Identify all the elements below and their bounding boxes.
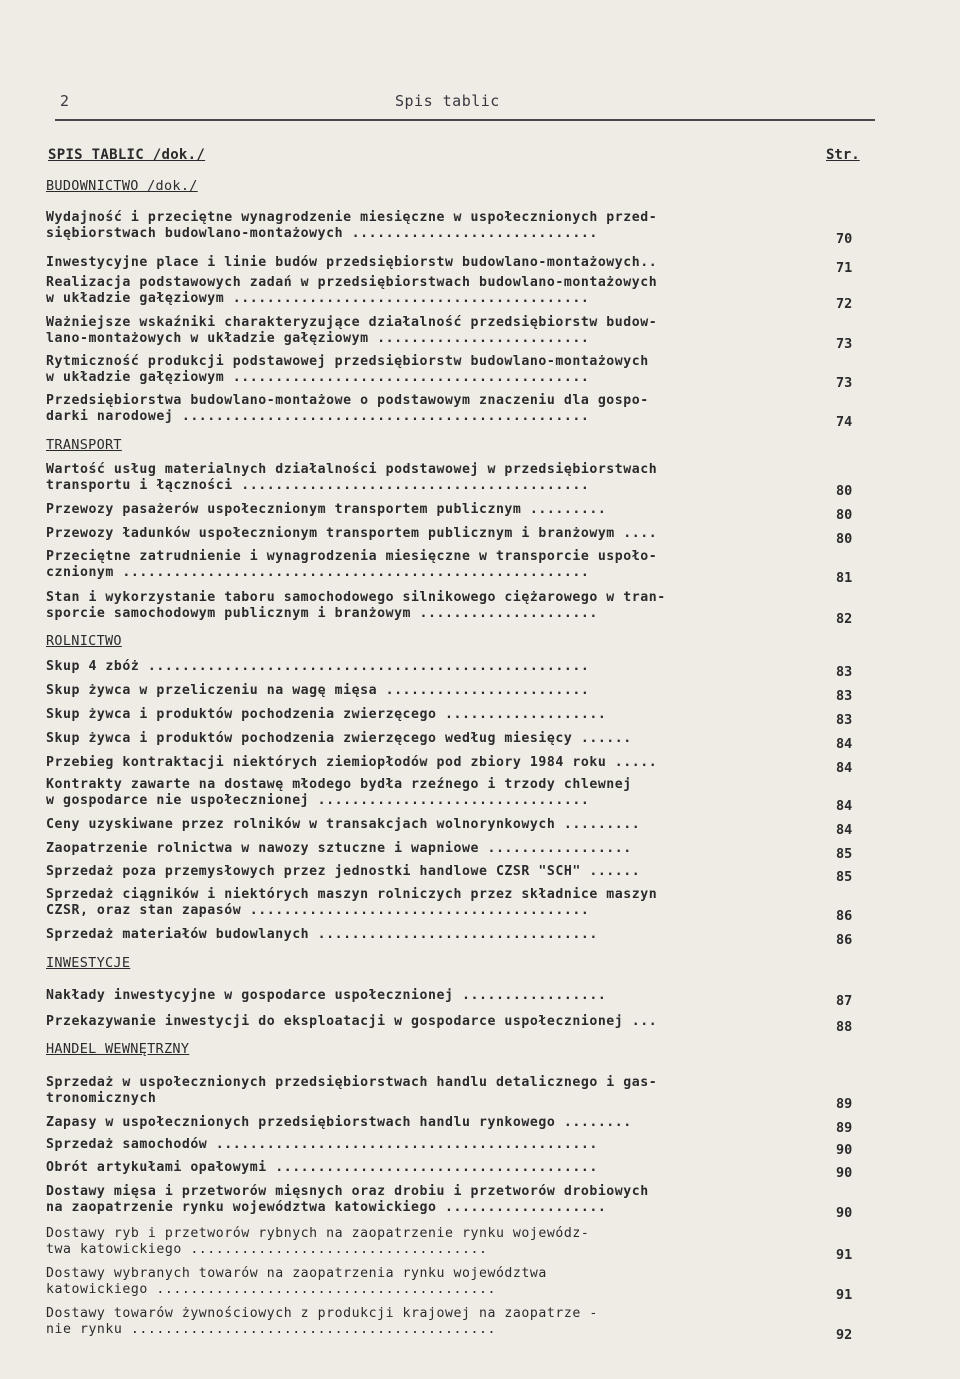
toc-page-number: 90 [836, 1205, 853, 1221]
section-title: TRANSPORT [46, 437, 122, 453]
toc-page-number: 89 [836, 1120, 853, 1136]
toc-page-number: 89 [836, 1096, 853, 1112]
toc-entry: Skup żywca w przeliczeniu na wagę mięsa ........................ [46, 683, 590, 698]
toc-page-number: 70 [836, 231, 853, 247]
toc-entry: Przedsiębiorstwa budowlano-montażowe o podstawowym znaczeniu dla gospo- darki narodowej ................................................ [46, 393, 649, 424]
toc-page-number: 91 [836, 1247, 853, 1263]
toc-entry: Dostawy towarów żywnościowych z produkcji krajowej na zaopatrze - nie rynku ........................................... [46, 1306, 598, 1337]
toc-page-number: 91 [836, 1287, 853, 1303]
toc-page-number: 84 [836, 798, 853, 814]
toc-page-number: 84 [836, 822, 853, 838]
toc-entry: Inwestycyjne place i linie budów przedsiębiorstw budowlano-montażowych.. [46, 255, 658, 270]
toc-entry: Przekazywanie inwestycji do eksploatacji w gospodarce uspołecznionej ... [46, 1014, 658, 1029]
toc-entry: Realizacja podstawowych zadań w przedsiębiorstwach budowlano-montażowych w układzie gałęziowym .......................................... [46, 275, 658, 306]
toc-page-number: 92 [836, 1327, 853, 1343]
toc-page-number: 85 [836, 869, 853, 885]
toc-page-number: 73 [836, 336, 853, 352]
toc-page-number: 80 [836, 531, 853, 547]
toc-entry: Sprzedaż ciągników i niektórych maszyn rolniczych przez składnice maszyn CZSR, oraz stan zapasów ........................................ [46, 887, 658, 918]
section-title: BUDOWNICTWO /dok./ [46, 178, 198, 194]
toc-page-number: 86 [836, 908, 853, 924]
section-title: ROLNICTWO [46, 633, 122, 649]
toc-page-number: 83 [836, 664, 853, 680]
toc-entry: Skup 4 zbóż .................................................... [46, 659, 590, 674]
page-number: 2 [60, 92, 70, 110]
toc-entry: Sprzedaż w uspołecznionych przedsiębiorstwach handlu detalicznego i gas- tronomicznych [46, 1075, 658, 1106]
toc-entry: Przebieg kontraktacji niektórych ziemiopłodów pod zbiory 1984 roku ..... [46, 755, 658, 770]
toc-entry: Skup żywca i produktów pochodzenia zwierzęcego ................... [46, 707, 607, 722]
toc-page-number: 80 [836, 507, 853, 523]
toc-page-number: 90 [836, 1165, 853, 1181]
toc-entry: Skup żywca i produktów pochodzenia zwierzęcego według miesięcy ...... [46, 731, 632, 746]
toc-entry: Dostawy wybranych towarów na zaopatrzenia rynku województwa katowickiego ........................................ [46, 1266, 547, 1297]
toc-entry: Ceny uzyskiwane przez rolników w transakcjach wolnorynkowych ......... [46, 817, 641, 832]
toc-page-number: 83 [836, 712, 853, 728]
toc-page-number: 84 [836, 736, 853, 752]
section-title: INWESTYCJE [46, 955, 131, 971]
toc-entry: Ważniejsze wskaźniki charakteryzujące działalność przedsiębiorstw budow- lano-montażowych w układzie gałęziowym ......................... [46, 315, 658, 346]
toc-page-number: 88 [836, 1019, 853, 1035]
toc-page-number: 81 [836, 570, 853, 586]
toc-entry: Sprzedaż materiałów budowlanych ................................. [46, 927, 598, 942]
toc-page-number: 84 [836, 760, 853, 776]
toc-entry: Dostawy ryb i przetworów rybnych na zaopatrzenie rynku wojewódz- twa katowickiego ................................... [46, 1226, 590, 1257]
toc-heading: SPIS TABLIC /dok./ [48, 147, 206, 163]
toc-entry: Wartość usług materialnych działalności podstawowej w przedsiębiorstwach transportu i łączności ......................................... [46, 462, 658, 493]
toc-entry: Przewozy ładunków uspołecznionym transportem publicznym i branżowym .... [46, 526, 658, 541]
toc-entry: Zapasy w uspołecznionych przedsiębiorstwach handlu rynkowego ........ [46, 1115, 632, 1130]
page-title: Spis tablic [395, 92, 500, 110]
section-title: HANDEL WEWNĘTRZNY [46, 1041, 190, 1057]
toc-page-number: 86 [836, 932, 853, 948]
header-rule [55, 119, 875, 121]
toc-entry: Zaopatrzenie rolnictwa w nawozy sztuczne i wapniowe ................. [46, 841, 632, 856]
toc-page-number: 90 [836, 1142, 853, 1158]
toc-page-number: 82 [836, 611, 853, 627]
toc-entry: Dostawy mięsa i przetworów mięsnych oraz drobiu i przetworów drobiowych na zaopatrzenie rynku województwa katowickiego ................... [46, 1184, 649, 1215]
toc-page-number: 72 [836, 296, 853, 312]
toc-page-number: 74 [836, 414, 853, 430]
toc-entry: Nakłady inwestycyjne w gospodarce uspołecznionej ................. [46, 988, 607, 1003]
toc-entry: Rytmiczność produkcji podstawowej przedsiębiorstw budowlano-montażowych w układzie gałęziowym .......................................... [46, 354, 649, 385]
toc-page-number: 80 [836, 483, 853, 499]
toc-entry: Obrót artykułami opałowymi ...................................... [46, 1160, 598, 1175]
toc-page-number: 87 [836, 993, 853, 1009]
toc-page-number: 83 [836, 688, 853, 704]
toc-entry: Wydajność i przeciętne wynagrodzenie miesięczne w uspołecznionych przed- siębiorstwach budowlano-montażowych ............................. [46, 210, 658, 241]
toc-entry: Stan i wykorzystanie taboru samochodowego silnikowego ciężarowego w tran- sporcie samochodowym publicznym i branżowym ..................... [46, 590, 666, 621]
toc-entry: Sprzedaż samochodów ............................................. [46, 1137, 598, 1152]
toc-page-number: 73 [836, 375, 853, 391]
toc-entry: Przewozy pasażerów uspołecznionym transportem publicznym ......... [46, 502, 607, 517]
toc-entry: Kontrakty zawarte na dostawę młodego bydła rzeźnego i trzody chlewnej w gospodarce nie uspołecznionej ................................ [46, 777, 632, 808]
page-column-heading: Str. [826, 147, 860, 163]
toc-entry: Przeciętne zatrudnienie i wynagrodzenia miesięczne w transporcie uspoło- cznionym ....................................................... [46, 549, 658, 580]
toc-page-number: 85 [836, 846, 853, 862]
toc-page-number: 71 [836, 260, 853, 276]
toc-entry: Sprzedaż poza przemysłowych przez jednostki handlowe CZSR "SCH" ...... [46, 864, 641, 879]
